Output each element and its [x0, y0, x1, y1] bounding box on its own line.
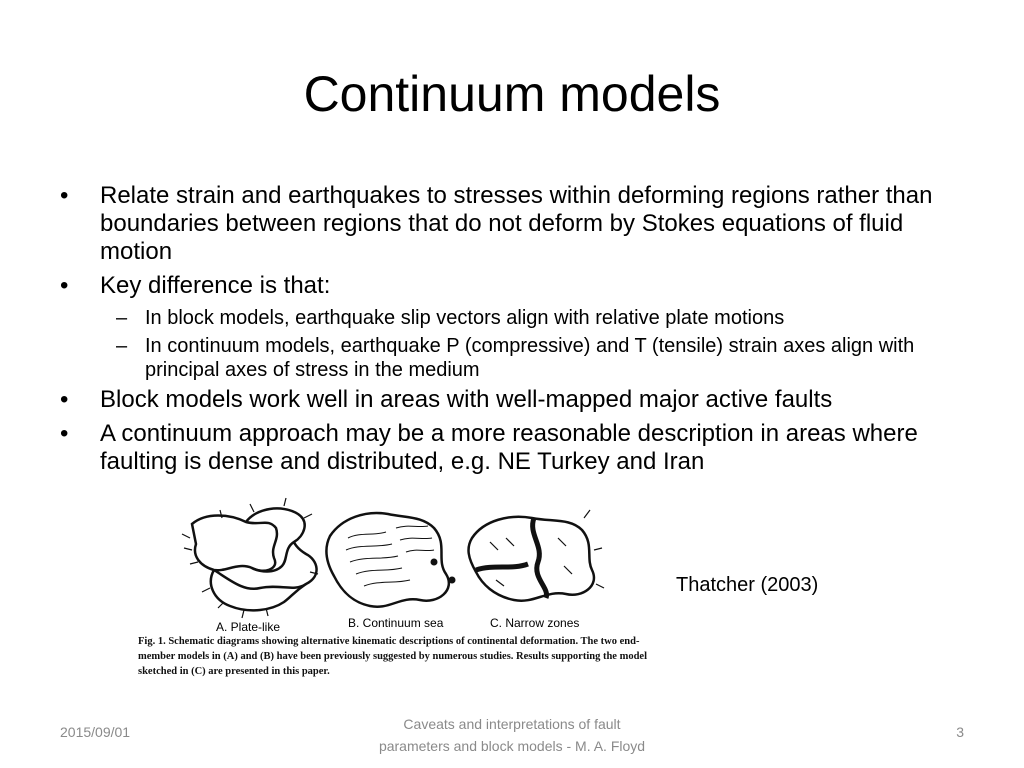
bullet-marker: •: [60, 272, 69, 299]
bullet-item: [56, 272, 976, 300]
figure-schematic: [134, 488, 674, 692]
bullet-text: Block models work well in areas with well-mapped major active faults: [100, 386, 833, 413]
slide-title: Continuum models: [303, 66, 721, 122]
sub-bullet-item: [56, 306, 976, 330]
bullet-item: [56, 182, 976, 266]
bullet-marker: •: [60, 182, 69, 209]
panel-a-drawing: [192, 508, 317, 610]
footer-title-line-1: Caveats and interpretations of fault: [403, 716, 621, 732]
footer-title: [340, 713, 684, 757]
sub-bullet-marker: –: [116, 335, 128, 357]
page-number: 3: [956, 724, 964, 740]
sub-bullet-text: In block models, earthquake slip vectors align with relative plate motions: [145, 307, 785, 329]
panel-b-drawing: [327, 513, 449, 607]
panel-b-label: B. Continuum sea: [348, 616, 444, 630]
bullet-text: Relate strain and earthquakes to stresses within deforming regions rather than boundaries between regions that do not deform by Stokes equations of fluid motion: [100, 182, 933, 265]
bullet-marker: •: [60, 420, 69, 447]
panel-c-label: C. Narrow zones: [490, 616, 580, 630]
footer-date: 2015/09/01: [60, 724, 131, 740]
bullet-item: [56, 386, 976, 414]
bullet-marker: •: [60, 386, 69, 413]
figure-credit: Thatcher (2003): [676, 574, 819, 596]
bullet-text: A continuum approach may be a more reasonable description in areas where faulting is dense and distributed, e.g. NE Turkey and Iran: [100, 420, 918, 475]
figure-caption: Fig. 1. Schematic diagrams showing alternative kinematic descriptions of continental deformation. The two end-member models in (A) and (B) have been previously suggested by numerous studies. Results supporting the model sketched in (C) are presented in this paper.: [138, 636, 648, 677]
panel-a-label: A. Plate-like: [216, 620, 281, 634]
sub-bullet-text: In continuum models, earthquake P (compressive) and T (tensile) strain axes align with principal axes of stress in the medium: [145, 335, 915, 381]
sub-bullet-marker: –: [116, 307, 128, 329]
bullet-item: [56, 420, 976, 476]
sub-bullet-item: [56, 334, 976, 382]
bullet-list: [56, 182, 976, 482]
footer-title-line-2: parameters and block models - M. A. Floyd: [378, 738, 646, 754]
bullet-text: Key difference is that:: [100, 272, 331, 299]
